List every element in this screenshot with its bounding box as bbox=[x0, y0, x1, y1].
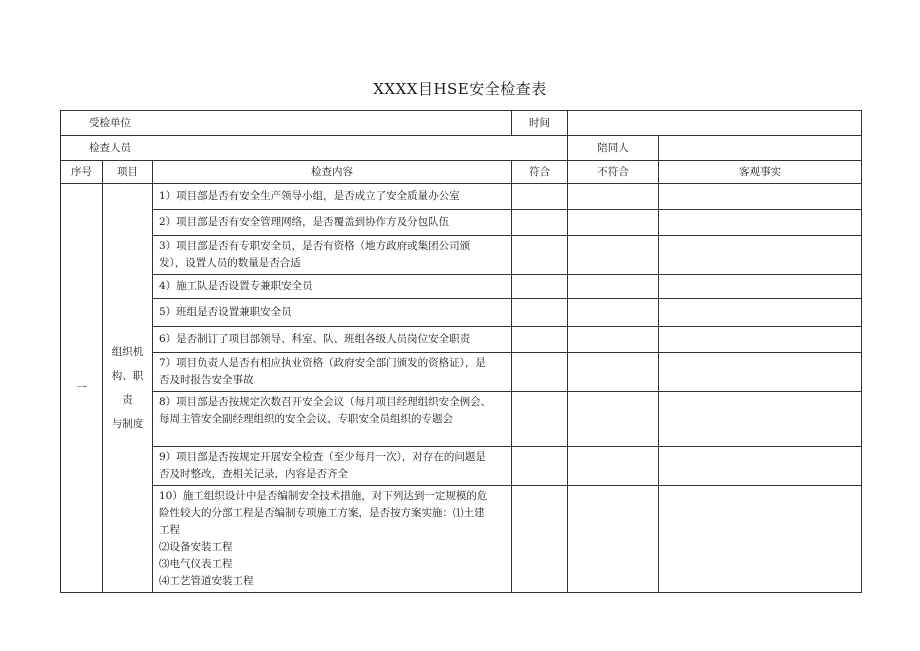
table-row bbox=[61, 299, 862, 327]
check-content: 3）项目部是否有专职安全员，是否有资格（地方政府或集团公司颁 发），设置人员的数量是否合适 bbox=[153, 236, 512, 275]
conform-cell[interactable] bbox=[512, 210, 568, 236]
col-facts: 客观事实 bbox=[659, 161, 862, 184]
conform-cell[interactable] bbox=[512, 447, 568, 486]
facts-cell[interactable] bbox=[659, 392, 862, 447]
table-row bbox=[61, 236, 862, 275]
table-row bbox=[61, 353, 862, 392]
facts-cell[interactable] bbox=[659, 327, 862, 353]
facts-cell[interactable] bbox=[659, 275, 862, 299]
facts-cell[interactable] bbox=[659, 486, 862, 593]
inspected-unit-label: 受检单位 bbox=[61, 111, 512, 136]
col-nonconform: 不符合 bbox=[568, 161, 659, 184]
nonconform-cell[interactable] bbox=[568, 392, 659, 447]
column-header-row bbox=[61, 161, 862, 184]
table-row bbox=[61, 184, 862, 210]
check-content: 2）项目部是否有安全管理网络，是否覆盖到协作方及分包队伍 bbox=[153, 210, 512, 236]
nonconform-cell[interactable] bbox=[568, 353, 659, 392]
section-project bbox=[103, 184, 153, 593]
time-label: 时间 bbox=[512, 111, 568, 136]
check-content: 7）项目负责人是否有相应执业资格（政府安全部门颁发的资格证），是 否及时报告安全事故 bbox=[153, 353, 512, 392]
inspector-label: 检查人员 bbox=[61, 136, 568, 161]
inspection-table bbox=[60, 110, 862, 593]
facts-cell[interactable] bbox=[659, 184, 862, 210]
table-row bbox=[61, 486, 862, 593]
nonconform-cell[interactable] bbox=[568, 184, 659, 210]
project-line: 构、职责 bbox=[111, 370, 144, 406]
conform-cell[interactable] bbox=[512, 392, 568, 447]
companion-value-cell[interactable] bbox=[659, 136, 862, 161]
conform-cell[interactable] bbox=[512, 327, 568, 353]
project-line: 与制度 bbox=[111, 418, 144, 430]
nonconform-cell[interactable] bbox=[568, 275, 659, 299]
facts-cell[interactable] bbox=[659, 447, 862, 486]
nonconform-cell[interactable] bbox=[568, 327, 659, 353]
check-content: 5）班组是否设置兼职安全员 bbox=[153, 299, 512, 327]
facts-cell[interactable] bbox=[659, 353, 862, 392]
conform-cell[interactable] bbox=[512, 486, 568, 593]
check-content: 6）是否制订了项目部领导、科室、队、班组各级人员岗位安全职责 bbox=[153, 327, 512, 353]
facts-cell[interactable] bbox=[659, 299, 862, 327]
nonconform-cell[interactable] bbox=[568, 299, 659, 327]
col-seq: 序号 bbox=[61, 161, 103, 184]
col-conform: 符合 bbox=[512, 161, 568, 184]
nonconform-cell[interactable] bbox=[568, 447, 659, 486]
time-value-cell[interactable] bbox=[568, 111, 862, 136]
conform-cell[interactable] bbox=[512, 184, 568, 210]
facts-cell[interactable] bbox=[659, 236, 862, 275]
header-row-unit bbox=[61, 111, 862, 136]
check-content: 8）项目部是否按规定次数召开安全会议（每月项目经理组织安全例会、 每周主管安全副经理组织的安全会议、专职安全员组织的专题会 bbox=[153, 392, 512, 447]
facts-cell[interactable] bbox=[659, 210, 862, 236]
conform-cell[interactable] bbox=[512, 275, 568, 299]
nonconform-cell[interactable] bbox=[568, 210, 659, 236]
table-row bbox=[61, 210, 862, 236]
conform-cell[interactable] bbox=[512, 236, 568, 275]
col-project: 项目 bbox=[103, 161, 153, 184]
check-content: 9）项目部是否按规定开展安全检查（至少每月一次），对存在的问题是 否及时整改，查相关记录，内容是否齐全 bbox=[153, 447, 512, 486]
table-row bbox=[61, 447, 862, 486]
companion-label: 陪同人 bbox=[568, 136, 659, 161]
header-row-inspector bbox=[61, 136, 862, 161]
check-content: 10）施工组织设计中是否编制安全技术措施，对下列达到一定规模的危 险性较大的分部工程是否编制专项施工方案，是否按方案实施：⑴土建 工程 ⑵设备安装工程 ⑶电气仪表工程 ⑷工艺管道安装工程 bbox=[153, 486, 512, 593]
page-title: XXXX目HSE安全检查表 bbox=[373, 80, 547, 98]
table-row bbox=[61, 392, 862, 447]
nonconform-cell[interactable] bbox=[568, 236, 659, 275]
table-row bbox=[61, 275, 862, 299]
check-content: 1）项目部是否有安全生产领导小组，是否成立了安全质量办公室 bbox=[153, 184, 512, 210]
col-content: 检查内容 bbox=[153, 161, 512, 184]
conform-cell[interactable] bbox=[512, 299, 568, 327]
table-row bbox=[61, 327, 862, 353]
conform-cell[interactable] bbox=[512, 353, 568, 392]
project-line: 组织机 bbox=[111, 346, 144, 358]
nonconform-cell[interactable] bbox=[568, 486, 659, 593]
check-content: 4）施工队是否设置专兼职安全员 bbox=[153, 275, 512, 299]
section-seq: 一 bbox=[61, 184, 103, 593]
